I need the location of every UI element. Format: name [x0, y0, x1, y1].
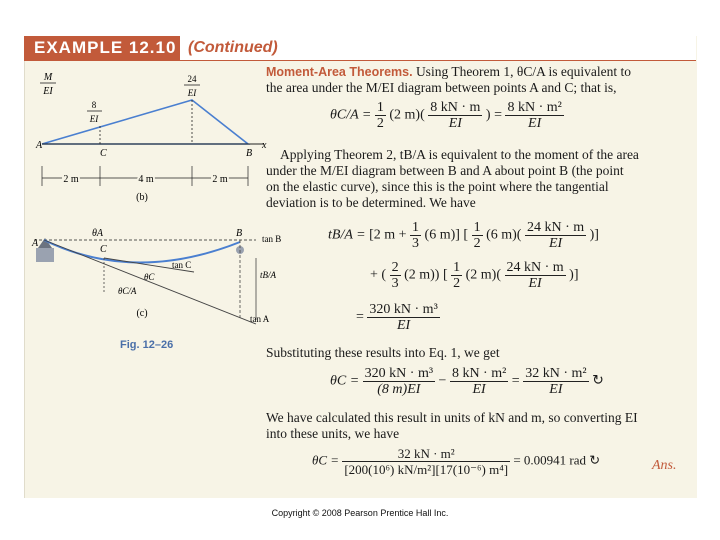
eq1-lhs: θC/A = — [330, 107, 372, 123]
dim-2: 4 m — [138, 174, 154, 185]
eq3-f3-num: 32 kN · m² — [525, 366, 587, 381]
answer-label: Ans. — [652, 458, 677, 473]
equation-theta-ca — [330, 100, 564, 131]
eq3-end: ↻ — [592, 373, 604, 389]
m-ei-area — [42, 100, 248, 144]
dim-3: 2 m — [212, 174, 228, 185]
elastic-curve-diagram — [31, 228, 281, 324]
eq1-half-den: 2 — [376, 116, 384, 131]
eq1-half-num: 1 — [376, 100, 384, 115]
eq2-row2-half-num: 1 — [453, 260, 461, 275]
eq2-row2-a: + ( — [370, 267, 387, 283]
eq3-f1-num: 320 kN · m³ — [364, 366, 434, 381]
section3-line1: Substituting these results into Eq. 1, we get — [266, 345, 500, 360]
copyright-notice: Copyright © 2008 Pearson Prentice Hall Inc. — [271, 508, 449, 518]
section1-line1-text: Using Theorem 1, θC/A is equivalent to — [415, 64, 632, 79]
eq1-frac2-den: EI — [528, 116, 542, 131]
eq2-row1-third-num: 1 — [412, 220, 420, 235]
section4-line1: We have calculated this result in units of kN and m, so converting EI — [266, 410, 638, 425]
figure-caption: Fig. 12–26 — [120, 339, 174, 351]
point-b2-label: B — [236, 228, 243, 239]
support-a — [36, 248, 54, 262]
eq2-row2-half-den: 2 — [453, 276, 461, 291]
equation-theta-c — [330, 366, 604, 397]
value-8-num: 8 — [91, 100, 97, 110]
eq4-den: [200(10⁶) kN/m²][17(10⁻⁶) m⁴] — [344, 462, 509, 477]
tan-b-label: tan B — [262, 234, 282, 244]
eq1-mid: (2 m)( — [389, 107, 425, 123]
point-c2-label: C — [100, 244, 107, 255]
eq3-f2-num: 8 kN · m² — [451, 366, 507, 381]
tangent-a — [44, 240, 256, 324]
eq3-eq: = — [511, 373, 520, 389]
eq2-row3-num: 320 kN · m³ — [369, 302, 438, 317]
t-ba-label: tB/A — [260, 270, 276, 280]
point-a-label: A — [36, 140, 43, 151]
eq2-row3-den: EI — [396, 318, 411, 333]
eq2-row1-b: (6 m)] [ — [424, 227, 469, 243]
example-label: EXAMPLE 12.10 — [34, 38, 177, 57]
eq2-row2-frac-num: 24 kN · m — [506, 260, 564, 275]
eq3-f1-den: (8 m)EI — [377, 382, 421, 397]
eq2-row3-eq: = — [356, 309, 364, 325]
eq2-row2-tt-num: 2 — [391, 260, 399, 275]
point-b-label: B — [246, 148, 253, 159]
eq2-row2-c: (2 m)( — [465, 267, 501, 283]
eq2-row1-frac-den: EI — [548, 236, 563, 251]
eq2-row2-b: (2 m)) [ — [404, 267, 448, 283]
eq3-f3-den: EI — [549, 382, 563, 397]
eq2-row1-frac-num: 24 kN · m — [526, 220, 585, 235]
dim-1: 2 m — [63, 174, 79, 185]
eq1-frac1-num: 8 kN · m — [430, 100, 481, 115]
section2-line4: deviation is to be determined. We have — [266, 195, 476, 210]
eq3-lhs: θC = — [330, 373, 360, 389]
section2-line3: on the elastic curve), since this is the point where the tangential — [266, 179, 609, 194]
theta-a-label: θA — [92, 228, 104, 239]
section1-line2: the area under the M/EI diagram between points A and C; that is, — [266, 80, 617, 95]
section2-line2: under the M/EI diagram between B and A about point B (the point — [266, 163, 624, 178]
continued-label: (Continued) — [188, 39, 278, 56]
eq1-frac2-num: 8 kN · m² — [507, 100, 562, 115]
eq1-frac1-den: EI — [448, 116, 462, 131]
ei-label: EI — [43, 86, 53, 97]
header-rule — [24, 60, 696, 61]
section4-line2: into these units, we have — [266, 426, 400, 441]
eq2-row2-tt-den: 3 — [391, 276, 399, 291]
eq2-row1-a: [2 m + — [369, 227, 407, 243]
m-ei-diagram — [35, 72, 267, 203]
label-b: (b) — [136, 192, 148, 203]
section2-line1: Applying Theorem 2, tB/A is equivalent to the moment of the area — [280, 147, 639, 162]
theta-ca-label: θC/A — [118, 286, 137, 296]
value-24-num: 24 — [187, 74, 197, 84]
section1-line1 — [266, 64, 631, 80]
eq4-lhs: θC = — [312, 452, 340, 468]
eq2-row2-end: )] — [569, 267, 579, 283]
eq2-row1-half-den: 2 — [473, 236, 481, 251]
value-8-den: EI — [89, 114, 99, 124]
m-label: M — [43, 72, 53, 83]
label-c: (c) — [136, 308, 148, 319]
eq2-row1-end: )] — [589, 227, 599, 243]
tan-a-label: tan A — [250, 314, 270, 324]
eq4-num: 32 kN · m² — [342, 446, 510, 462]
eq2-row2-frac-den: EI — [528, 276, 542, 291]
eq4-rhs: = 0.00941 rad ↻ — [513, 452, 601, 468]
equation-t-ba-row3 — [356, 302, 440, 333]
figure-diagram — [24, 62, 284, 362]
eq1-mid2: ) = — [485, 107, 502, 123]
value-24-den: EI — [187, 88, 197, 98]
eq2-row1-c: (6 m)( — [486, 227, 522, 243]
section1-title: Moment-Area Theorems. — [266, 65, 413, 79]
eq2-lhs: tB/A = — [328, 227, 366, 243]
tan-c-label: tan C — [172, 260, 192, 270]
point-c-label: C — [100, 148, 107, 159]
point-a2-label: A — [32, 238, 39, 249]
x-axis-label: x — [262, 140, 267, 151]
eq3-f2-den: EI — [472, 382, 486, 397]
eq2-row1-third-den: 3 — [412, 236, 420, 251]
theta-c-label: θC — [144, 272, 155, 282]
equation-t-ba-row1 — [328, 220, 599, 251]
eq3-minus: − — [438, 373, 447, 389]
equation-theta-c-final — [312, 446, 600, 477]
equation-t-ba-row2 — [370, 260, 579, 291]
eq2-row1-half-num: 1 — [473, 220, 481, 235]
